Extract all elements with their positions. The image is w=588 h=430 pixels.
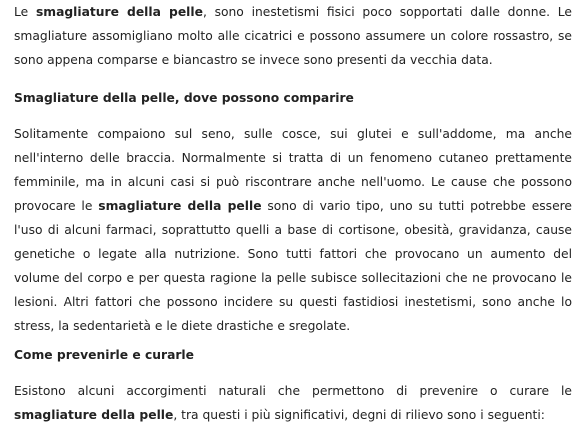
intro-paragraph (14, 0, 572, 72)
prevention-paragraph (14, 379, 572, 427)
locations-text-start: Solitamente compaiono sul seno, sulle cosce, sui glutei e sull'addome, ma anche nell'interno delle braccia. Normalmente si tratta di un fenomeno cutaneo prettamente femminile, ma in alcuni casi si può riscontrare anche nell'uomo. Le cause che possono provocare le (14, 127, 572, 213)
prevention-text-start: Esistono alcuni accorgimenti naturali che permettono di prevenire o curare le (14, 384, 572, 398)
locations-text-end: sono di vario tipo, uno su tutti potrebbe essere l'uso di alcuni farmaci, soprattutto quelli a base di cortisone, obesità, gravidanza, cause genetiche o legate alla nutrizione. Sono tutti fattori che provocano un aumento del volume del corpo e per questa ragione la pelle subisce sollecitazioni che ne provocano le lesioni. Altri fattori che possono incidere su questi fastidiosi inestetismi, sono anche lo stress, la sedentarietà e le diete drastiche e sregolate. (14, 199, 572, 333)
keyword-bold: smagliature della pelle (14, 408, 174, 422)
prevention-text-end: , tra questi i più significativi, degni di rilievo sono i seguenti: (173, 408, 545, 422)
intro-text-start: Le (14, 5, 36, 19)
section-heading-locations: Smagliature della pelle, dove possono comparire (14, 91, 354, 105)
section-heading-prevention: Come prevenirle e curarle (14, 348, 194, 362)
intro-text-end: , sono inestetismi fisici poco sopportati dalle donne. Le smagliature assomigliano molto alle cicatrici e possono assumere un colore rossastro, se sono appena comparse e biancastro se invece sono presenti da vecchia data. (14, 5, 572, 67)
keyword-bold: smagliature della pelle (98, 199, 262, 213)
locations-paragraph (14, 122, 572, 338)
keyword-bold: smagliature della pelle (35, 5, 203, 19)
